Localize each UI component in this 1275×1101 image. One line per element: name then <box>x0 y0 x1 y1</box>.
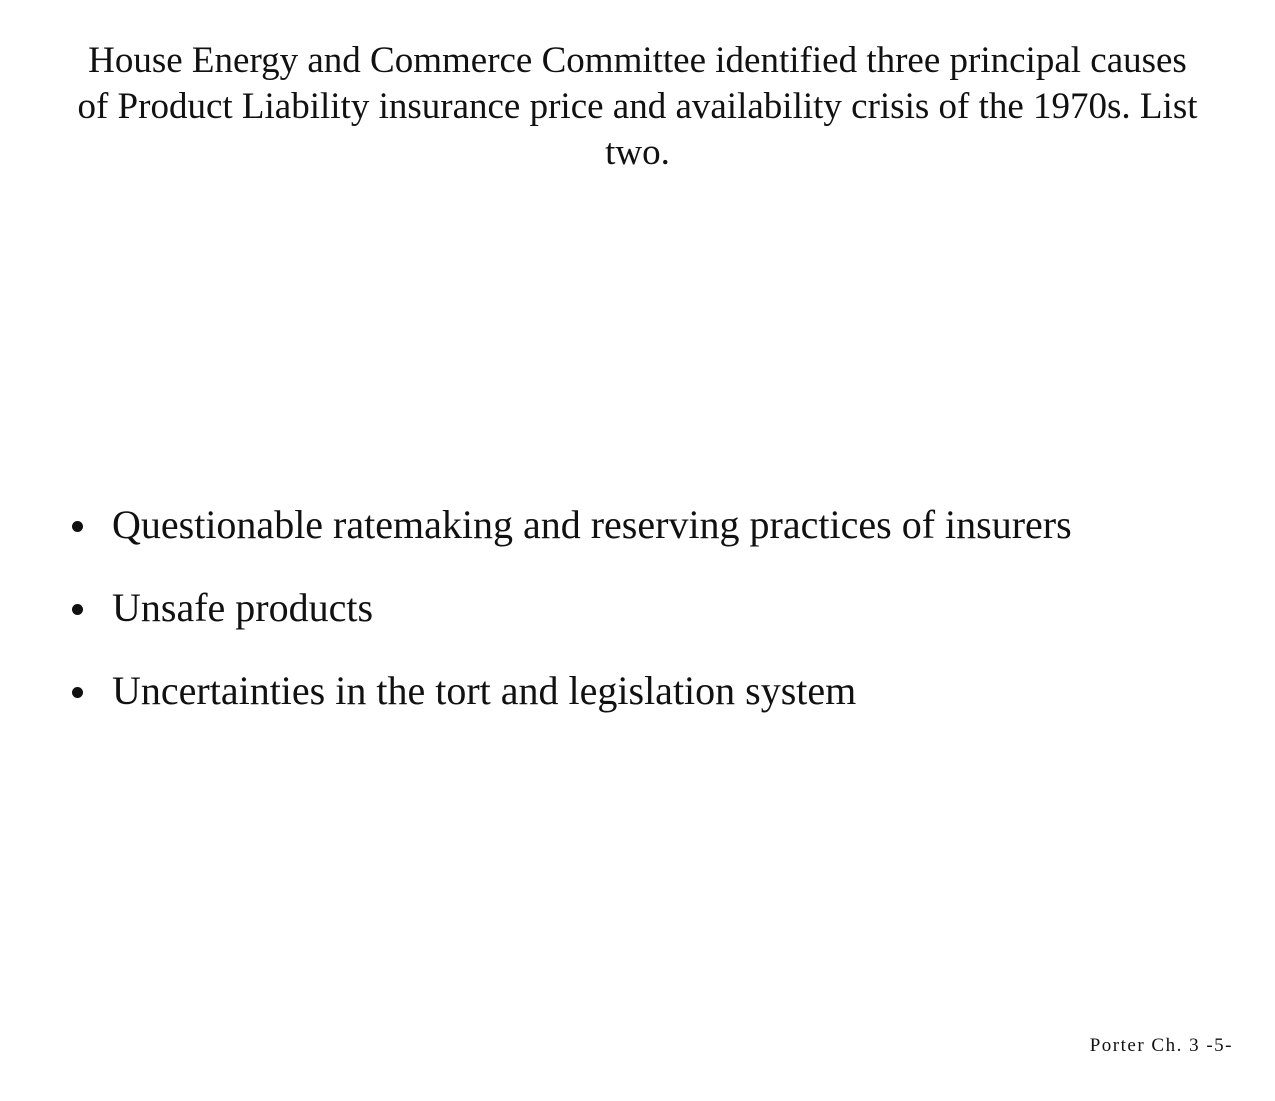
question-line-3: two. <box>605 132 670 173</box>
answer-list <box>70 500 1250 749</box>
answer-text: Questionable ratemaking and reserving practices of insurers <box>112 502 1072 547</box>
answer-item <box>70 500 1250 550</box>
question-line-1: House Energy and Commerce Committee identified three principal causes <box>88 40 1187 81</box>
question-line-2: of Product Liability insurance price and availability crisis of the 1970s. List <box>77 86 1198 127</box>
bullet-icon <box>72 687 83 698</box>
bullet-icon <box>72 604 83 615</box>
answer-text: Unsafe products <box>112 585 374 630</box>
answer-item <box>70 583 1250 633</box>
bullet-icon <box>72 521 83 532</box>
answer-text: Uncertainties in the tort and legislation system <box>112 668 857 713</box>
page-footer: Porter Ch. 3 -5- <box>1089 1035 1233 1056</box>
answer-item <box>70 666 1250 716</box>
question-text <box>0 38 1275 176</box>
